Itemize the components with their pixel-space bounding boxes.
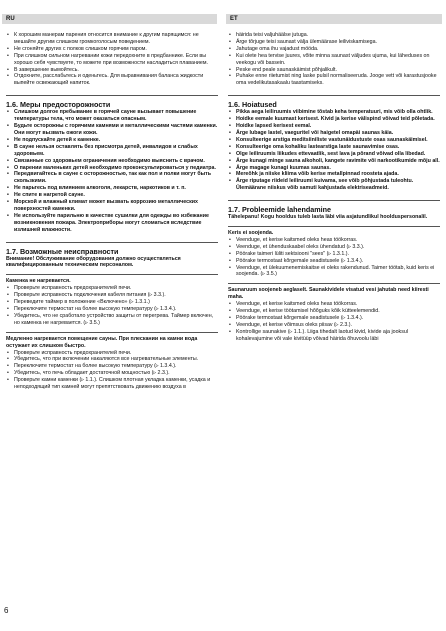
list-item: • Передвигайтесь в сауне с осторожностью, так как пол и полки могут быть скользкими. <box>6 171 218 185</box>
problem-label: Keris ei soojenda. <box>228 230 274 237</box>
list-item: • Переключите термостат на более высокую температуру (▹ 1.3.4.). <box>6 363 218 370</box>
section-divider <box>6 332 218 333</box>
service-warning: Внимание! Обслуживание оборудования должно осуществляться квалифицированным техническим персоналом. <box>6 255 181 269</box>
list-item: • Ärge kunagi minge sauna alkoholi, kangete ravimite või narkootikumide mõju all. <box>228 158 440 165</box>
list-item: • Ärge riputage riideid leiliruumi kuivama, see võib põhjustada tuleohtu. Ülemäärane niiskus võib samuti kahjustada elektriseadmeid. <box>228 178 440 192</box>
section-title-1-6: 1.6. Hoiatused <box>228 100 277 110</box>
list-item: • Убедитесь, что печь обладает достаточной мощностью (▹ 2.3.). <box>6 370 218 377</box>
list-item: • Pöörake termostaat kõrgemale seadistusele (▹ 1.3.4.). <box>228 315 440 322</box>
list-item: • Слишком долгое пребывание в горячей сауне вызывает повышение температуры тела, что может оказаться опасным. <box>6 109 218 123</box>
section-title-1-6: 1.6. Меры предосторожности <box>6 100 111 110</box>
section-divider <box>228 283 440 284</box>
list-item: • Ärge magage kunagi kuumas saunas. <box>228 165 440 172</box>
section-divider <box>228 226 440 227</box>
section-title-1-7: 1.7. Probleemide lahendamine <box>228 205 332 215</box>
section-divider <box>228 200 440 201</box>
list-item: • Морской и влажный климат может вызвать коррозию металлических поверхностей каменки. <box>6 199 218 213</box>
ru-problem1-list <box>6 285 218 326</box>
section-divider <box>6 95 218 96</box>
section-divider <box>6 242 218 243</box>
list-item: • Veenduge, et ülekuumenemiskaitse ei oleks rakendunud. Taimer töötab, kuid keris ei soojenda. (▹ 3.5.) <box>228 265 440 279</box>
page-number: 6 <box>4 606 9 615</box>
list-item: • Проверьте исправность предохранителей печи. <box>6 350 218 357</box>
list-item: • Не используйте парильню в качестве сушилки для одежды во избежание возникновения пожара. Электроприборы могут сломаться вследствие излишней влажности. <box>6 213 218 234</box>
problem-label: Каменка не нагревается. <box>6 278 71 285</box>
list-item: • Veenduge, et kerise kaitsmed oleks heas töökorras. <box>228 237 440 244</box>
list-item: • Проверьте исправность подключения кабеля питания (▹ 3.3.). <box>6 292 218 299</box>
list-item: • Ärge tõrjuge teisi saunast välja ülemäärase leiliviskamisega. <box>228 39 440 46</box>
language-label-ru: RU <box>6 16 15 22</box>
list-item: • Kui olete hea tervise juures, võite minna saunast väljudes ujuma, kui läheduses on veekogu või bassein. <box>228 53 440 67</box>
list-item: • Veenduge, et kerise võimsus oleks piisav (▹ 2.3.). <box>228 322 440 329</box>
column-et <box>228 32 440 343</box>
ru-problem2-list <box>6 350 218 391</box>
language-label-et: ET <box>230 16 238 22</box>
problem-label: Saunaruum soojeneb aeglaselt. Saunakividele visatud vesi jahutab need kiiresti maha. <box>228 287 429 301</box>
list-item: • Переключите термостат на более высокую температуру (▹ 1.3.4.). <box>6 306 218 313</box>
list-item: • Ärge lubage lastel, vaeguritel või haigetel omapäi saunas käia. <box>228 130 440 137</box>
section-divider <box>228 95 440 96</box>
list-item: • Отдохните, расслабьтесь и оденьтесь. Для выравнивания баланса жидкости выпейте освежающий напиток. <box>6 73 218 87</box>
problem-label: Медленно нагревается помещение сауны. При плескании на камни вода остужает их слишком быстро. <box>6 335 198 349</box>
list-item: • Убедитесь, что не сработало устройство защиты от перегрева. Таймер включен, но каменка не нагревается. (▹ 3.5.) <box>6 313 218 327</box>
ru-warnings-list <box>6 109 218 233</box>
list-item: • О парении маленьких детей необходимо проконсультироваться у педиатра. <box>6 165 218 172</box>
list-item: • Не сгоняйте других с полков слишком горячим паром. <box>6 46 218 53</box>
language-header-ru <box>2 14 217 24</box>
list-item: • Hoidke eemale kuumast kerisest. Kivid ja kerise välispind võivad teid põletada. <box>228 116 440 123</box>
list-item: • Проверьте исправность предохранителей печи. <box>6 285 218 292</box>
list-item: • Jahutage oma ihu vajadust mööda. <box>228 46 440 53</box>
list-item: • Связанные со здоровьем ограничения необходимо выяснить с врачом. <box>6 158 218 165</box>
list-item: • Mereõhk ja niiske kliima võib kerise metallpinnad roosteta ajada. <box>228 171 440 178</box>
list-item: • При слишком сильном нагревании кожи передохните в предбаннике. Если вы хорошо себя чувствуете, то можете при возможности насладиться плаванием. <box>6 53 218 67</box>
list-item: • Pöörake termostaat kõrgemale seadistusele (▹ 1.3.4.). <box>228 258 440 265</box>
list-item: • Не спите в нагретой сауне. <box>6 192 218 199</box>
list-item: • К хорошим манерам парения относится внимание к другим парящимся: не мешайте другим слишком громкоголосым поведением. <box>6 32 218 46</box>
section-title-1-7: 1.7. Возможные неисправности <box>6 246 119 256</box>
list-item: • Убедитесь, что при включении накаляются все нагревательные элементы. <box>6 356 218 363</box>
list-item: • Peske end peale saunaskäimist põhjalikult. <box>228 67 440 74</box>
service-warning: Tähelepanu! Kogu hooldus tuleb lasta läbi viia asjatundlikul hoolduspersonalil. <box>228 214 428 221</box>
list-item: • häirida teisi valjuhäälse jutuga. <box>228 32 440 39</box>
list-item: • Pöörake taimeri lüliti sektsiooni "sees" (▹ 1.3.1.). <box>228 251 440 258</box>
et-problem2-list <box>228 301 440 342</box>
et-intro-list <box>228 32 440 87</box>
list-item: • Не подпускайте детей к каменке. <box>6 137 218 144</box>
language-header-et <box>226 14 442 24</box>
list-item: • Konsulteerige arstiga meditsiiniliste vastunäidustuste osas saunaskäimisel. <box>228 137 440 144</box>
column-ru <box>6 32 218 391</box>
list-item: • Pikka aega leiliruumis viibimine tõstab keha temperatuuri, mis võib olla ohtlik. <box>228 109 440 116</box>
ru-intro-list <box>6 32 218 87</box>
list-item: • Konsulteerige oma kohaliku lastearstiga laste saunavimise osas. <box>228 144 440 151</box>
list-item: • Hoidke lapsed kerisest eemal. <box>228 123 440 130</box>
list-item: • Не парьтесь под влиянием алкоголя, лекарств, наркотиков и т. п. <box>6 185 218 192</box>
list-item: • В сауне нельзя оставлять без присмотра детей, инвалидов и слабых здоровьем. <box>6 144 218 158</box>
list-item: • Veenduge, et kerise kaitsmed oleks heas töökorras. <box>228 301 440 308</box>
et-warnings-list <box>228 109 440 192</box>
list-item: • Kontrollige saunakive (▹ 1.1.). Liiga tihedalt laotud kivid, kivide aja jooksul kohalevajumine või vale kivitüüp võivad häirida õhuvoolu läbi <box>228 329 440 343</box>
et-problem1-list <box>228 237 440 278</box>
list-item: • Переведите таймер в положение «Включено» (▹ 1.3.1.) <box>6 299 218 306</box>
list-item: • Veenduge, et kerise töötamisel hõõguks kõik kütteelemendid. <box>228 308 440 315</box>
list-item: • Puhake enne riietumist ning laske pulsil normaliseeruda. Jooge vett või karastusjooke oma vedelikutasakaalu taastamiseks. <box>228 73 440 87</box>
list-item: • Проверьте камни каменки (▹ 1.1.). Слишком плотная укладка каменки, усадка и неподходящий тип камней могут препятствовать движению воздуха в <box>6 377 218 391</box>
list-item: • Olge leiliruumis liikudes ettevaatlik, sest lava ja põrand võivad olla libedad. <box>228 151 440 158</box>
section-divider <box>6 274 218 275</box>
list-item: • Будьте осторожны с горячими камнями и металлическими частями каменки. Они могут вызвать ожоги кожи. <box>6 123 218 137</box>
list-item: • В завершение вымойтесь. <box>6 67 218 74</box>
list-item: • Veenduge, et ühenduskaabel oleks ühendatud (▹ 3.3.). <box>228 244 440 251</box>
